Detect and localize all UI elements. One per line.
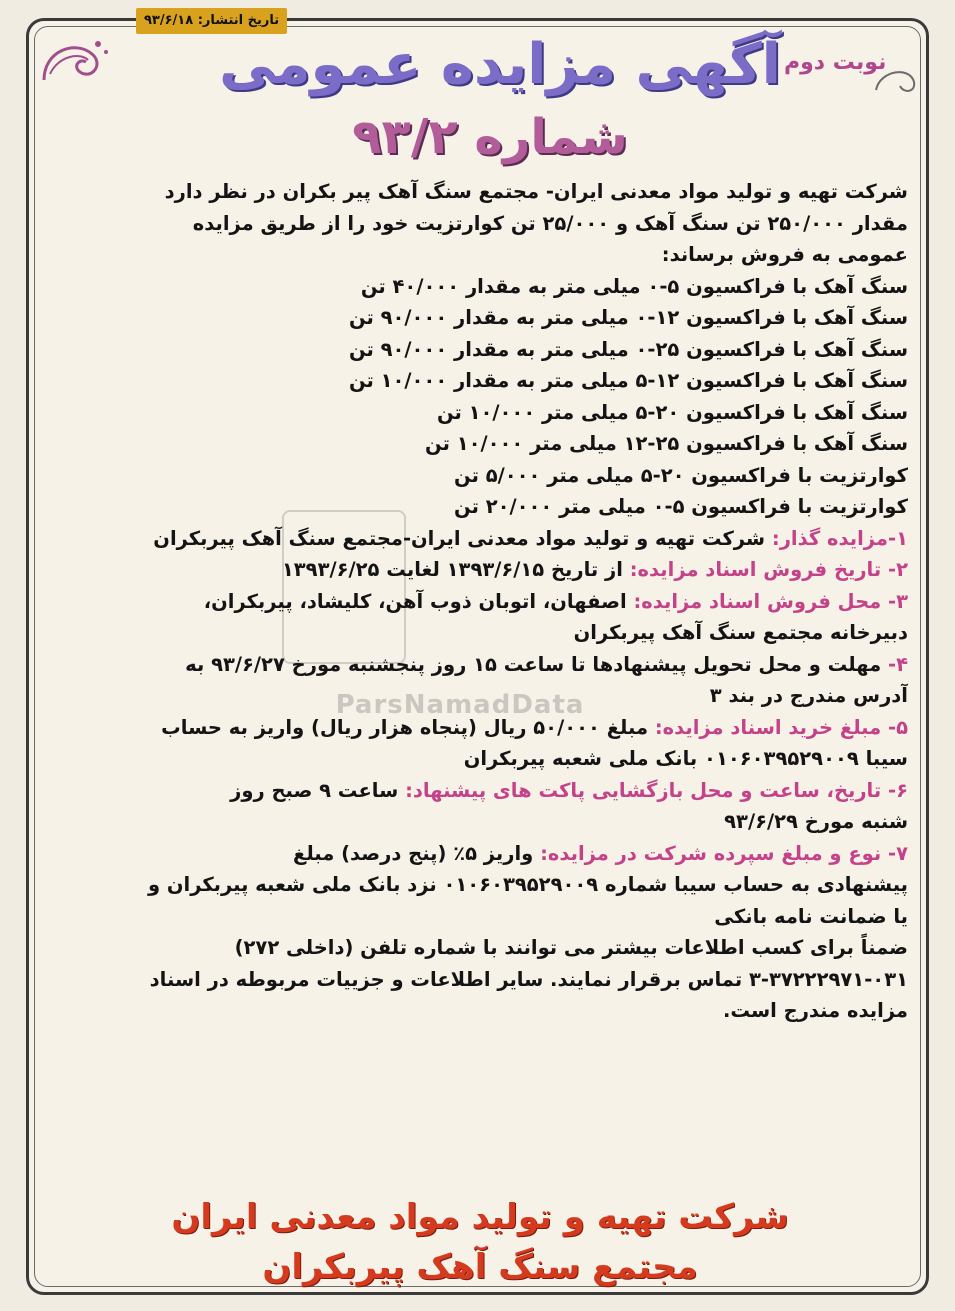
intro-line: عمومی به فروش برساند: <box>661 243 908 266</box>
item-line: سنگ آهک با فراکسیون ۲۰-۵ میلی متر ۱۰/۰۰۰ تن <box>436 400 908 424</box>
clause-6-label: ۶- تاریخ، ساعت و محل بازگشایی پاکت های پیشنهاد: <box>405 778 908 802</box>
clause-7 <box>40 838 908 870</box>
item-line: سنگ آهک با فراکسیون ۲۵-۰ میلی متر به مقدار ۹۰/۰۰۰ تن <box>348 337 908 361</box>
notice-body <box>40 176 908 1027</box>
clause-7-continued: یا ضمانت نامه بانکی <box>714 904 908 928</box>
swirl-ornament-icon <box>36 30 116 90</box>
clause-3 <box>40 586 908 618</box>
intro-line: شرکت تهیه و تولید مواد معدنی ایران- مجتمع سنگ آهک پیر بکران در نظر دارد <box>164 180 908 203</box>
clause-4-label: ۴- <box>888 652 908 676</box>
clause-6 <box>40 775 908 807</box>
clause-6-continued: شنبه مورخ ۹۳/۶/۲۹ <box>724 810 908 833</box>
clause-7-continued: پیشنهادی به حساب سیبا شماره ۰۱۰۶۰۳۹۵۲۹۰۰۹ نزد بانک ملی شعبه پیربکران و <box>147 873 908 896</box>
note-line: ضمناً برای کسب اطلاعات بیشتر می توانند با شماره تلفن (داخلی ۲۷۲) <box>234 936 908 959</box>
item-line: کوارتزیت با فراکسیون ۵-۰ میلی متر ۲۰/۰۰۰ تن <box>454 495 908 518</box>
intro-line: مقدار ۲۵۰/۰۰۰ تن سنگ آهک و ۲۵/۰۰۰ تن کوارتزیت خود را از طریق مزایده <box>192 211 908 235</box>
clause-2-label: ۲- تاریخ فروش اسناد مزایده: <box>629 558 908 581</box>
page-title: آگهی مزایده عمومی <box>219 32 781 97</box>
clause-1-label: ۱-مزایده گذار: <box>771 526 908 550</box>
footer-line-1: شرکت تهیه و تولید مواد معدنی ایران <box>171 1197 789 1237</box>
clause-6-text: ساعت ۹ صبح روز <box>230 778 406 802</box>
clause-1-text: شرکت تهیه و تولید مواد معدنی ایران-مجتمع سنگ آهک پیربکران <box>153 526 772 550</box>
clause-5-text: مبلغ ۵۰/۰۰۰ ریال (پنجاه هزار ریال) واریز به حساب <box>161 715 655 739</box>
item-line: سنگ آهک با فراکسیون ۱۲-۵ میلی متر به مقدار ۱۰/۰۰۰ تن <box>348 369 908 392</box>
clause-3-text: اصفهان، اتوبان ذوب آهن، کلیشاد، پیربکران، <box>203 589 634 613</box>
clause-5 <box>40 712 908 744</box>
clause-7-label: ۷- نوع و مبلغ سپرده شرکت در مزایده: <box>540 841 908 865</box>
clause-4-continued: آدرس مندرج در بند ۳ <box>709 684 908 707</box>
notice-round: نوبت دوم <box>784 50 887 75</box>
watermark-text: ParsNamadData <box>335 690 585 720</box>
clause-2-text: از تاریخ ۱۳۹۳/۶/۱۵ لغایت ۱۳۹۳/۶/۲۵ <box>281 558 630 581</box>
item-line: کوارتزیت با فراکسیون ۲۰-۵ میلی متر ۵/۰۰۰ تن <box>454 463 908 487</box>
item-line: سنگ آهک با فراکسیون ۱۲-۰ میلی متر به مقدار ۹۰/۰۰۰ تن <box>348 306 908 329</box>
item-line: سنگ آهک با فراکسیون ۵-۰ میلی متر به مقدار ۴۰/۰۰۰ تن <box>360 274 908 298</box>
footer-line-2: مجتمع سنگ آهک پیربکران <box>262 1247 698 1287</box>
publication-date-badge: تاریخ انتشار: ۹۳/۶/۱۸ <box>136 8 287 34</box>
clause-5-continued: سیبا ۰۱۰۶۰۳۹۵۲۹۰۰۹ بانک ملی شعبه پیربکران <box>463 747 908 770</box>
clause-3-label: ۳- محل فروش اسناد مزایده: <box>633 589 908 613</box>
auction-number: شماره ۹۳/۲ <box>352 109 628 165</box>
clause-7-text: واریز ۵٪ (پنج درصد) مبلغ <box>293 841 541 865</box>
clause-3-continued: دبیرخانه مجتمع سنگ آهک پیربکران <box>573 621 908 644</box>
clause-4-text: مهلت و محل تحویل پیشنهادها تا ساعت ۱۵ روز پنجشنبه مورخ ۹۳/۶/۲۷ به <box>185 652 888 676</box>
item-line: سنگ آهک با فراکسیون ۲۵-۱۲ میلی متر ۱۰/۰۰۰ تن <box>425 432 908 455</box>
clause-1 <box>40 523 908 555</box>
note-line: ۳-۳۷۲۲۲۹۷۱-۰۳۱ تماس برقرار نمایند. سایر اطلاعات و جزییات مربوطه در اسناد <box>149 967 908 991</box>
clause-2 <box>40 554 908 586</box>
footer-company <box>60 1192 900 1292</box>
clause-4 <box>40 649 908 681</box>
note-line: مزایده مندرج است. <box>722 999 908 1022</box>
clause-5-label: ۵- مبلغ خرید اسناد مزایده: <box>654 715 908 739</box>
